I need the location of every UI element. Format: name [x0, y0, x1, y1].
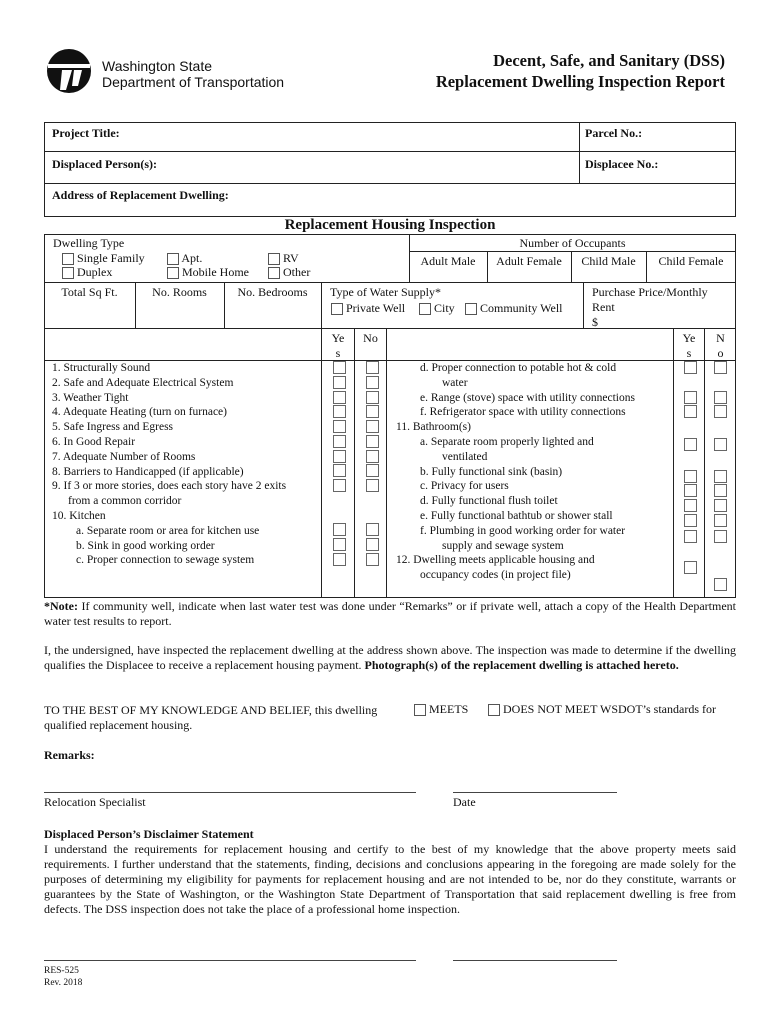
list-item: e. Range (stove) space with utility connections	[420, 391, 635, 404]
list-item: 5. Safe Ingress and Egress	[52, 421, 174, 434]
yes-checkbox[interactable]	[684, 499, 697, 512]
specialist-signature-line[interactable]	[44, 792, 416, 793]
purchase-price-field[interactable]	[592, 285, 708, 330]
no-checkbox[interactable]	[366, 405, 379, 418]
no-checkbox[interactable]	[366, 420, 379, 433]
yes-checkbox[interactable]	[333, 405, 346, 418]
checkbox[interactable]	[419, 303, 431, 315]
no-checkbox[interactable]	[714, 499, 727, 512]
list-item: f. Plumbing in good working order for water	[420, 524, 626, 537]
yes-checkbox[interactable]	[684, 514, 697, 527]
list-item: 10. Kitchen	[52, 509, 106, 522]
list-item: 3. Weather Tight	[52, 391, 129, 404]
dwelling-type-label: Dwelling Type	[53, 236, 125, 250]
checkbox[interactable]	[268, 267, 280, 279]
water-note	[44, 599, 736, 629]
list-item: c. Proper connection to sewage system	[76, 554, 255, 567]
checkbox[interactable]	[268, 253, 280, 265]
no-bedrooms-field[interactable]: No. Bedrooms	[237, 285, 308, 299]
water-city[interactable]	[419, 301, 455, 316]
list-item: 8. Barriers to Handicapped (if applicable)	[52, 465, 244, 478]
no-checkbox[interactable]	[714, 578, 727, 591]
certification-text: I, the undersigned, have inspected the replacement dwelling at the address shown above. The inspection was made to determine if the dwelling qualifies the Displacee to receive a replacement housing payment.	[44, 643, 736, 672]
no-checkbox[interactable]	[366, 391, 379, 404]
form-title	[436, 50, 725, 92]
org-line1: Washington State	[102, 58, 212, 74]
option-label: City	[434, 301, 455, 315]
list-item: e. Fully functional bathtub or shower stall	[420, 509, 613, 522]
date-label: Date	[453, 795, 476, 809]
no-checkbox[interactable]	[714, 530, 727, 543]
checkbox[interactable]	[62, 267, 74, 279]
list-item: d. Proper connection to potable hot & cold	[420, 362, 617, 374]
meets-checkbox[interactable]	[414, 704, 426, 716]
org-line2: Department of Transportation	[102, 74, 285, 90]
checkbox[interactable]	[167, 267, 179, 279]
relocation-specialist-label: Relocation Specialist	[44, 795, 146, 809]
no-checkbox[interactable]	[366, 523, 379, 536]
no-header-right	[705, 331, 736, 361]
list-item: 11. Bathroom(s)	[396, 421, 471, 434]
no-checkbox[interactable]	[714, 514, 727, 527]
does-not-meet-checkbox[interactable]	[488, 704, 500, 716]
option-label: Mobile Home	[182, 265, 249, 279]
total-sq-ft-field[interactable]: Total Sq Ft.	[61, 285, 118, 299]
list-item: supply and sewage system	[442, 539, 564, 552]
no-checkbox[interactable]	[714, 438, 727, 451]
list-item: 7. Adequate Number of Rooms	[52, 450, 196, 463]
no-checkbox[interactable]	[366, 553, 379, 566]
list-item: b. Fully functional sink (basin)	[420, 465, 563, 478]
note-text: If community well, indicate when last water test was done under “Remarks” or if private well, attach a copy of the Health Department water test results to report.	[44, 599, 736, 628]
does-not-meet-option[interactable]	[488, 702, 716, 717]
yes-l1: Ye	[682, 331, 696, 345]
yes-checkbox[interactable]	[684, 561, 697, 574]
yes-checkbox[interactable]	[333, 538, 346, 551]
title-line1: Decent, Safe, and Sanitary (DSS)	[493, 51, 725, 70]
yes-checkbox[interactable]	[333, 479, 346, 492]
form-revision: Rev. 2018	[44, 978, 83, 988]
dwelling-type-apt[interactable]	[167, 251, 202, 266]
option-label: Apt.	[181, 251, 203, 265]
no-checkbox[interactable]	[366, 376, 379, 389]
list-item: b. Sink in good working order	[76, 539, 215, 552]
water-private-well[interactable]	[331, 301, 405, 316]
yes-checkbox[interactable]	[684, 484, 697, 497]
disclaimer-heading: Displaced Person’s Disclaimer Statement	[44, 827, 254, 841]
yes-checkbox[interactable]	[333, 464, 346, 477]
yes-checkbox[interactable]	[333, 420, 346, 433]
yes-checkbox[interactable]	[684, 530, 697, 543]
displacee-no-field[interactable]: Displacee No.:	[585, 157, 659, 171]
no-checkbox[interactable]	[366, 479, 379, 492]
form-number: RES-525	[44, 966, 79, 976]
occupants-adult-male[interactable]: Adult Male	[420, 254, 476, 268]
dwelling-type-single-family[interactable]	[62, 251, 145, 266]
address-field[interactable]: Address of Replacement Dwelling:	[52, 188, 229, 202]
yes-checkbox[interactable]	[684, 438, 697, 451]
does-not-meet-label: DOES NOT MEET WSDOT’s standards for	[503, 702, 716, 716]
list-item: water	[442, 376, 468, 389]
meets-label: MEETS	[429, 702, 469, 716]
no-checkbox[interactable]	[366, 538, 379, 551]
no-checkbox[interactable]	[714, 391, 727, 404]
meets-option[interactable]	[414, 702, 468, 717]
yes-checkbox[interactable]	[333, 553, 346, 566]
org-name	[102, 58, 284, 90]
displacee-signature-line[interactable]	[44, 960, 416, 961]
yes-header-left	[322, 331, 354, 361]
certification-bold: Photograph(s) of the replacement dwelling is attached hereto.	[364, 658, 679, 672]
displacee-date-line[interactable]	[453, 960, 617, 961]
water-community-well[interactable]	[465, 301, 562, 316]
list-item: 4. Adequate Heating (turn on furnace)	[52, 406, 227, 419]
list-item: f. Refrigerator space with utility connections	[420, 406, 626, 419]
no-l2: o	[717, 346, 724, 360]
yes-checkbox[interactable]	[333, 523, 346, 536]
no-rooms-field[interactable]: No. Rooms	[152, 285, 207, 299]
yes-checkbox[interactable]	[684, 470, 697, 483]
checkbox[interactable]	[331, 303, 343, 315]
list-item: occupancy codes (in project file)	[420, 569, 571, 582]
yes-checkbox[interactable]	[333, 361, 346, 374]
checkbox[interactable]	[465, 303, 477, 315]
list-item: 1. Structurally Sound	[52, 362, 151, 374]
no-checkbox[interactable]	[714, 405, 727, 418]
no-checkbox[interactable]	[714, 484, 727, 497]
list-item: 12. Dwelling meets applicable housing and	[396, 554, 595, 567]
remarks-label[interactable]: Remarks:	[44, 748, 95, 762]
yes-l1: Ye	[331, 331, 345, 345]
yes-checkbox[interactable]	[333, 435, 346, 448]
dwelling-type-rv[interactable]	[268, 251, 299, 266]
no-header-left: No	[363, 331, 378, 345]
no-checkbox[interactable]	[366, 361, 379, 374]
occupants-child-male[interactable]: Child Male	[581, 254, 636, 268]
yes-l2: s	[686, 346, 692, 360]
knowledge-text2: qualified replacement housing.	[44, 718, 193, 732]
project-title-field[interactable]: Project Title:	[52, 126, 120, 140]
yes-checkbox[interactable]	[684, 405, 697, 418]
list-item: 9. If 3 or more stories, does each story have 2 exits	[52, 480, 287, 493]
no-l1: N	[716, 331, 725, 345]
list-item: 6. In Good Repair	[52, 435, 136, 448]
no-checkbox[interactable]	[366, 464, 379, 477]
knowledge-text1: TO THE BEST OF MY KNOWLEDGE AND BELIEF, this dwelling	[44, 703, 378, 717]
list-item: a. Separate room or area for kitchen use	[76, 524, 260, 537]
checkbox[interactable]	[167, 253, 179, 265]
note-label: *Note:	[44, 599, 78, 613]
list-item: d. Fully functional flush toilet	[420, 495, 558, 508]
option-label: RV	[283, 251, 299, 265]
price-line3: $	[592, 315, 598, 329]
occupants-adult-female[interactable]: Adult Female	[496, 254, 562, 268]
dwelling-type-other[interactable]	[268, 265, 310, 280]
list-item: 2. Safe and Adequate Electrical System	[52, 376, 234, 389]
list-item: from a common corridor	[68, 495, 182, 508]
checklist-left	[52, 361, 286, 568]
price-line2: Rent	[592, 300, 615, 314]
yes-header-right	[674, 331, 704, 361]
yes-l2: s	[335, 346, 341, 360]
yes-checkbox[interactable]	[684, 361, 697, 374]
date-signature-line[interactable]	[453, 792, 617, 793]
inspection-heading: Replacement Housing Inspection	[284, 217, 496, 233]
certification-statement	[44, 643, 736, 673]
yes-checkbox[interactable]	[333, 376, 346, 389]
occupants-child-female[interactable]: Child Female	[658, 254, 724, 268]
displaced-persons-field[interactable]: Displaced Person(s):	[52, 157, 157, 171]
no-checkbox[interactable]	[366, 450, 379, 463]
list-item: a. Separate room properly lighted and	[420, 435, 594, 448]
option-label: Duplex	[77, 265, 113, 279]
option-label: Private Well	[346, 301, 406, 315]
parcel-no-field[interactable]: Parcel No.:	[585, 126, 643, 140]
water-supply-label: Type of Water Supply*	[330, 285, 441, 299]
list-item: c. Privacy for users	[420, 480, 509, 493]
occupants-label: Number of Occupants	[519, 236, 626, 250]
yes-checkbox[interactable]	[684, 391, 697, 404]
price-line1: Purchase Price/Monthly	[592, 285, 708, 299]
disclaimer-text: I understand the requirements for replacement housing and certify to the best of my knowledge that the above property meets said requirements. I further understand that the statements, finding, decisions and conclusions appearing in the foregoing are made solely for the purposes of determining my eligibility for payments for replacement housing and are not intended to be, nor do they constitute, warrants or guarantees by the State of Washington, or the Washington State Department of Transportation that said replacement dwelling is free from defects. The DSS inspection does not take the place of a professional home inspection.	[44, 842, 736, 916]
option-label: Single Family	[77, 251, 145, 265]
checklist-right	[396, 361, 635, 583]
no-checkbox[interactable]	[714, 470, 727, 483]
dwelling-type-mobile-home[interactable]	[167, 265, 249, 280]
no-checkbox[interactable]	[714, 361, 727, 374]
option-label: Community Well	[480, 301, 563, 315]
option-label: Other	[283, 265, 311, 279]
checkbox[interactable]	[62, 253, 74, 265]
no-checkbox[interactable]	[366, 435, 379, 448]
list-item: ventilated	[442, 450, 488, 463]
wsdot-logo-icon	[46, 48, 92, 94]
yes-checkbox[interactable]	[333, 450, 346, 463]
dwelling-type-duplex[interactable]	[62, 265, 112, 280]
yes-checkbox[interactable]	[333, 391, 346, 404]
title-line2: Replacement Dwelling Inspection Report	[435, 72, 725, 91]
